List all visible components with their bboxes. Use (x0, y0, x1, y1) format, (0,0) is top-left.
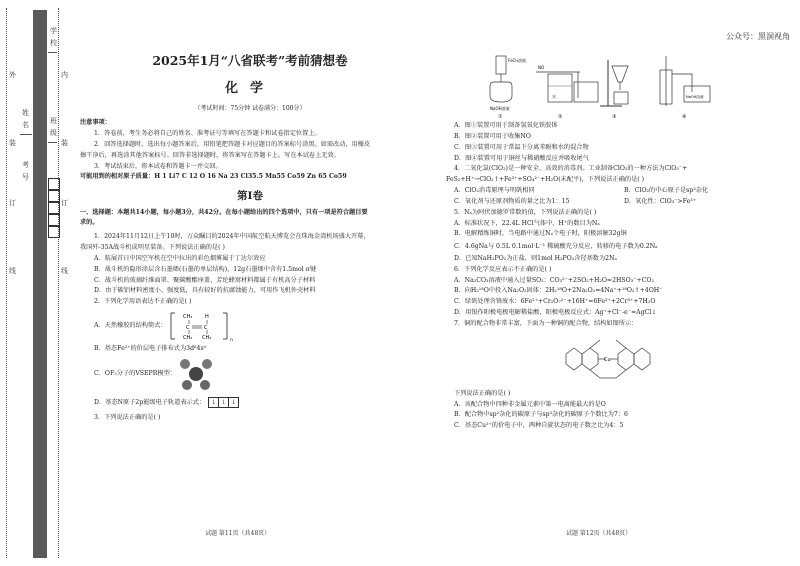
option-b: B．战斗机的隐形涂层含石墨烯(石墨的单层结构)，12g石墨烯中含有1.5mol σ键 (94, 265, 317, 273)
option-a: A．标准状况下，22.4L HCl气体中，H⁺的数目为Nₐ (454, 219, 600, 227)
option-d: D．由于碳铝材料密度小、强度低，具有较好的抗腐蚀能力，可用作飞机外壳材料 (94, 287, 316, 295)
svg-text:C: C (185, 325, 190, 332)
apparatus-label: ③ (612, 114, 617, 120)
apparatus-figures (440, 52, 750, 120)
dotted-word: 装 (9, 139, 16, 147)
exam-number-box[interactable] (48, 226, 60, 238)
option-b: B．图②装置可用于收集NO (454, 132, 531, 140)
option-c: C．氧化剂与还原剂物质的量之比为1：15 (454, 197, 570, 205)
dotted-word: 外 (9, 71, 16, 79)
option-a: A．该配合物中四种非金属元素中第一电离能最大的是O (454, 400, 606, 408)
right-page (446, 121, 791, 432)
option-d: D．基态N原子2p能级电子轨道表示式： (94, 398, 206, 406)
dotted-word: 内 (61, 71, 68, 79)
notes-heading: 注意事项： (80, 119, 111, 127)
exam-number-box[interactable] (48, 202, 60, 214)
apparatus-text: 水 (552, 94, 556, 99)
apparatus-text: FeCl₃溶液 (508, 58, 527, 63)
option-c: C．4.6gNa与 0.5L 0.1mol·L⁻¹ 稀硫酸充分反应，转移的电子数为0.2Nₐ (454, 243, 658, 251)
note-item: 擦干净后，再选涂其他答案标号。回答非选择题时，将答案写在答题卡上。写在本试卷上无效。 (80, 151, 340, 159)
svg-text:CH₂: CH₂ (201, 335, 211, 342)
outer-dotted-line (6, 8, 7, 558)
exam-info: （考试时间：75分钟 试卷满分：100分） (194, 104, 306, 112)
dotted-word: 线 (61, 267, 68, 275)
question-stem: 6．下列化学反应表示不正确的是( ) (454, 265, 552, 273)
question-stem: 5．Nₐ为阿伏加德罗常数的值，下列说法正确的是( ) (454, 208, 597, 216)
watermark: 公众号：黑洞视角 (726, 32, 790, 41)
question-stem: FeS₂+H⁺→ClO₂↑+Fe³⁺+SO₄²⁻+H₂O(未配平)，下列说法正确的是( ) (446, 176, 645, 184)
apparatus-label: ① (498, 114, 503, 120)
option-d: D．已知NaH₂PO₂为正盐，则1mol H₃PO₂含羟基数为2Nₐ (454, 254, 617, 262)
dotted-word: 订 (9, 199, 16, 207)
option-a: A．天然橡胶的结构简式： (94, 321, 167, 329)
question-stem: 我国歼-35A战斗机成明星装备。下列说法正确的是( ) (80, 244, 225, 252)
option-c: C．战斗机的玻璃纤维面罩、聚碳酸酯座盖、芳纶蜂窝材料都属于有机高分子材料 (94, 276, 316, 284)
option-b: B．基态Fe²⁺的价层电子排布式为3d⁶4s⁰ (94, 345, 207, 353)
binding-label: 校 (50, 39, 57, 47)
binding-margin (0, 0, 70, 566)
question-stem: 3．下列说法正确的是( ) (94, 414, 161, 421)
dotted-word: 线 (9, 267, 16, 275)
section-intro: 求的。 (80, 219, 99, 227)
option-b: B．向H₂¹⁸O中投入Na₂O₂固体：2H₂¹⁸O+2Na₂O₂=4Na⁺+¹⁸O₂↑+4OH⁻ (454, 287, 663, 295)
question-stem: 2．下列化学用语表达不正确的是( ) (94, 298, 192, 306)
note-item: 1．答卷前，考生务必将自己的姓名、准考证号等填写在答题卡和试卷指定位置上。 (94, 129, 321, 137)
binding-label: 名 (22, 121, 29, 129)
question-stem: 7．铜的配合物非常丰富，下面为一种铜的配合物，结构如图所示： (454, 319, 638, 327)
footer-right: 试题 第12页（共48页） (566, 530, 632, 537)
footer-left: 试题 第11页（共48页） (205, 530, 271, 537)
option-b: B．电解精炼铜时，当电路中通过Nₐ个电子时，阳极溶解32g铜 (454, 230, 627, 238)
binding-label: 级 (50, 129, 57, 137)
apparatus-text: NO (538, 65, 545, 70)
copper-complex-structure (446, 330, 791, 384)
binding-label: 号 (22, 173, 29, 181)
page-title: 2025年1月“八省联考”考前猜想卷 (152, 53, 348, 68)
section-heading: 第Ⅰ卷 (237, 190, 263, 203)
orbital-diagram: ↓ ↓ ↓ (209, 397, 239, 409)
inner-dotted-line (58, 8, 59, 558)
binding-label: 考 (22, 161, 29, 169)
option-b: B．ClO₂的中心原子是sp²杂化 (624, 187, 709, 195)
dotted-word: 订 (61, 199, 68, 207)
option-c: C．图③装置可用于常温下分离苯酚和水的混合物 (454, 143, 589, 151)
apparatus-text: NaOH溶液 (490, 106, 510, 111)
note-item: 3．考试结束后，将本试卷和答题卡一并交回。 (94, 162, 222, 170)
option-d: D．氧化性：ClO₃⁻>Fe³⁺ (624, 197, 696, 205)
dotted-word: 装 (61, 139, 68, 147)
question-ask: 下列说法正确的是( ) (454, 389, 511, 397)
apparatus-text: NaOH溶液 (686, 95, 704, 99)
apparatus-label: ④ (682, 114, 687, 120)
option-c: C．OF₂分子的VSEPR模型： (94, 369, 176, 377)
svg-text:Cu: Cu (604, 356, 611, 363)
option-a: A．Na₂CO₃溶液中通入过量SO₂：CO₃²⁻+2SO₂+H₂O=2HSO₃⁻+CO₂ (454, 276, 654, 284)
option-a: A．ClO₂消毒原理与明矾相同 (454, 187, 535, 195)
binding-gray-bar (33, 10, 47, 558)
svg-text:n: n (229, 338, 233, 344)
question-stem: 4．二氧化氯(ClO₂)是一种安全、高效的消毒剂。工业制备ClO₂的一种方法为ClO₃⁻+ (454, 165, 688, 173)
binding-label: 班 (50, 117, 57, 125)
option-a: A．航展首日中国空军机在空中拉出的彩色烟雾属于丁达尔效应 (94, 254, 266, 262)
subject-title: 化学 (224, 80, 275, 96)
binding-label: 姓 (22, 109, 29, 117)
exam-number-box[interactable] (48, 214, 60, 226)
svg-text:CH₂: CH₂ (182, 335, 192, 342)
apparatus-label: ② (558, 114, 563, 120)
svg-text:CH₃: CH₃ (182, 314, 192, 321)
vsepr-model-icon (176, 356, 216, 392)
option-b: B．配合物中sp²杂化的碳原子与sp³杂化的碳原子个数比为7：6 (454, 411, 628, 419)
rubber-structure-icon (167, 309, 237, 343)
note-item: 2．回答选择题时，选出每小题答案后，用铅笔把答题卡对应题目的答案标号涂黑。如需改动，用橡皮 (94, 140, 371, 148)
option-d: D．图④装置可用于铜丝与稀硝酸反应并吸收尾气 (454, 154, 589, 162)
option-c: C．绿矾处理含铬废水：6Fe²⁺+Cr₂O₇²⁻+16H⁺=6Fe³⁺+2Cr³⁺+7H₂O (454, 298, 656, 306)
option-c: C．基态Cu²⁺的价电子中，两种自旋状态的电子数之比为4：5 (454, 422, 624, 430)
svg-text:C: C (203, 325, 208, 332)
question-stem: 1．2024年11月12日上午10时，万众瞩目的2024年中国航空航天博览会在珠海金湾机场盛大开幕， (94, 233, 370, 241)
option-a: A．图①装置可用于制备氢氧化铁胶体 (454, 122, 558, 129)
option-d: D．用银作阳极电极电解稀盐酸，阳极电极反应式：Ag⁺+Cl⁻-e⁻=AgCl↓ (454, 309, 657, 317)
section-intro: 一、选择题：本题共14小题，每小题3分，共42分。在每小题给出的四个选项中，只有一项是符合题目要 (80, 208, 368, 216)
exam-number-box[interactable] (48, 178, 60, 190)
svg-text:H: H (204, 314, 209, 321)
left-page (80, 44, 420, 424)
exam-number-box[interactable] (48, 190, 60, 202)
atomic-masses: 可能用到的相对原子质量：H 1 Li7 C 12 O 16 Na 23 Cl35.5 Mn55 Co59 Zn 65 Co59 (80, 173, 347, 181)
binding-label: 学 (50, 27, 57, 35)
